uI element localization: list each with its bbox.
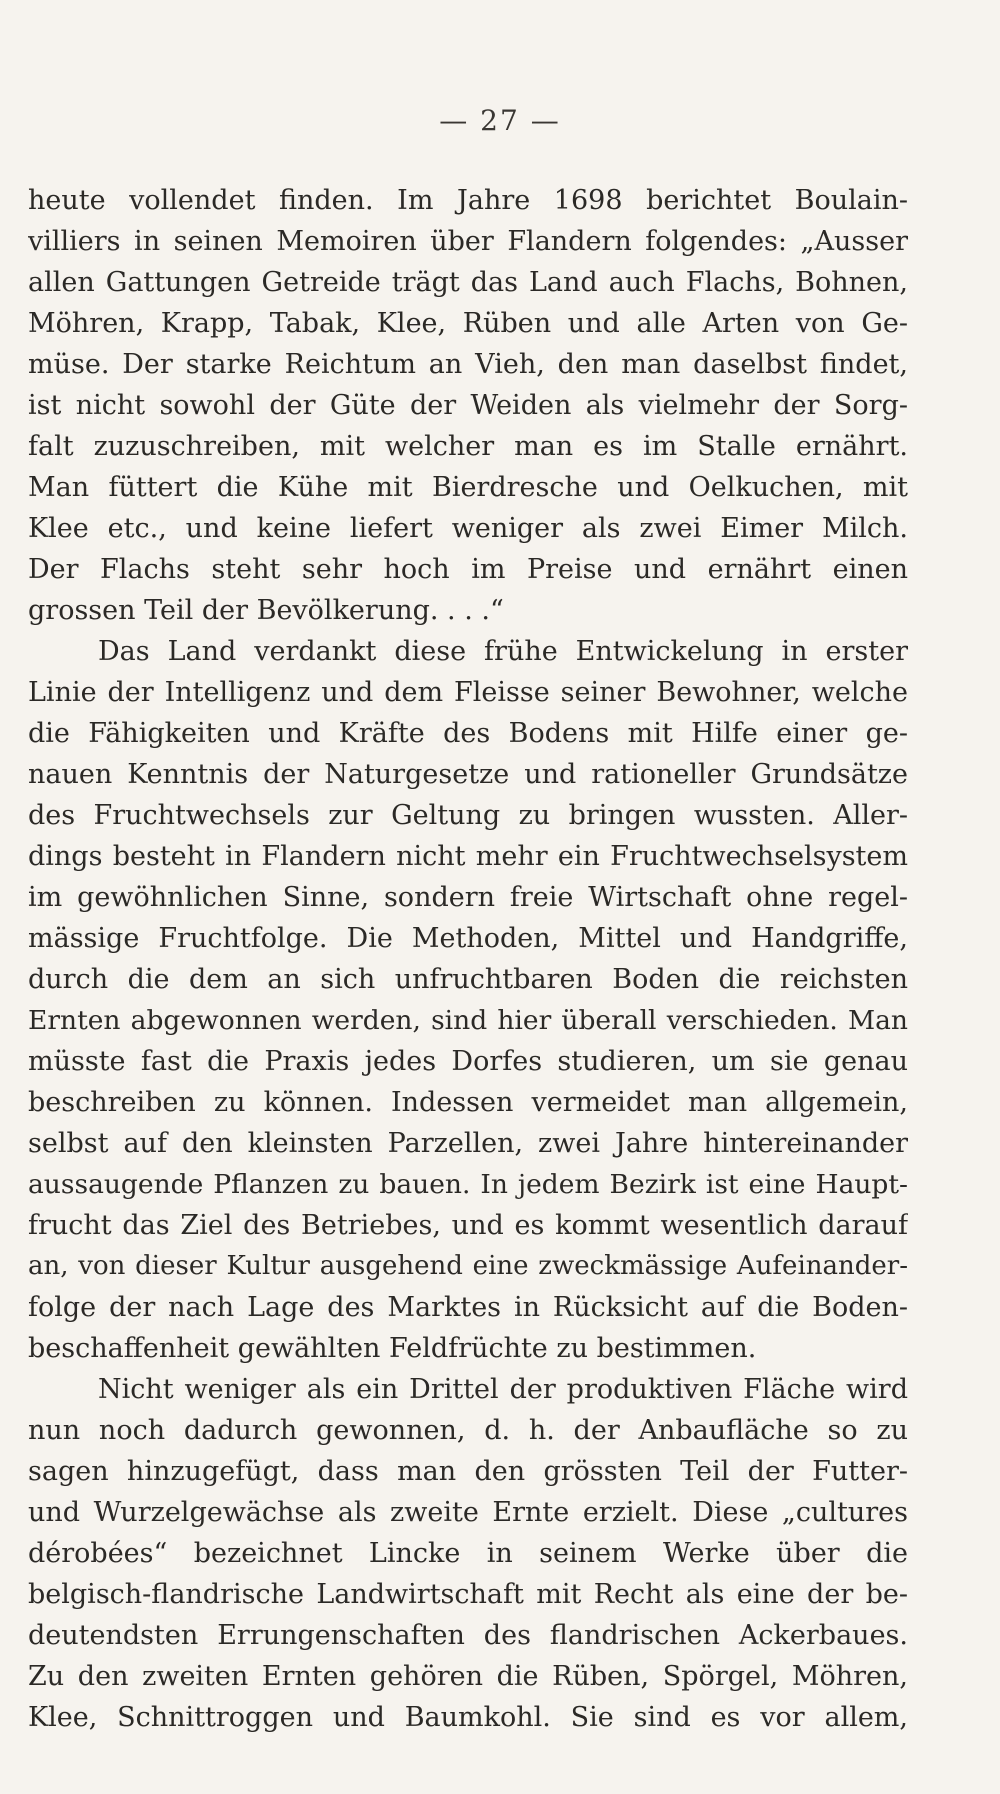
text-line: durch die dem an sich unfruchtbaren Boden die reichsten: [28, 964, 908, 995]
text-line: Das Land verdankt diese frühe Entwickelung in erster: [98, 636, 908, 667]
text-line: selbst auf den kleinsten Parzellen, zwei Jahre hintereinander: [28, 1128, 908, 1159]
text-line: dings besteht in Flandern nicht mehr ein Fruchtwechselsystem: [28, 841, 908, 872]
text-line: im gewöhnlichen Sinne, sondern freie Wirtschaft ohne regel-: [28, 882, 908, 913]
text-line: müse. Der starke Reichtum an Vieh, den man daselbst findet,: [28, 349, 908, 380]
text-line: des Fruchtwechsels zur Geltung zu bringen wussten. Aller-: [28, 800, 908, 831]
text-line: heute vollendet finden. Im Jahre 1698 berichtet Boulain-: [28, 185, 908, 216]
text-line: Man füttert die Kühe mit Bierdresche und Oelkuchen, mit: [28, 472, 908, 503]
text-line: Nicht weniger als ein Drittel der produktiven Fläche wird: [98, 1374, 908, 1405]
text-line: nun noch dadurch gewonnen, d. h. der Anbaufläche so zu: [28, 1415, 908, 1446]
text-line: ist nicht sowohl der Güte der Weiden als vielmehr der Sorg-: [28, 390, 908, 421]
text-line: beschreiben zu können. Indessen vermeidet man allgemein,: [28, 1087, 908, 1118]
text-line: aussaugende Pflanzen zu bauen. In jedem Bezirk ist eine Haupt-: [28, 1169, 908, 1200]
text-line: belgisch-flandrische Landwirtschaft mit Recht als eine der be-: [28, 1579, 908, 1610]
text-line: müsste fast die Praxis jedes Dorfes studieren, um sie genau: [28, 1046, 908, 1077]
text-line: Der Flachs steht sehr hoch im Preise und ernährt einen: [28, 554, 908, 585]
text-line: folge der nach Lage des Marktes in Rücksicht auf die Boden-: [28, 1292, 908, 1323]
text-line: die Fähigkeiten und Kräfte des Bodens mit Hilfe einer ge-: [28, 718, 908, 749]
text-line: beschaffenheit gewählten Feldfrüchte zu bestimmen.: [28, 1333, 757, 1364]
text-line: mässige Fruchtfolge. Die Methoden, Mittel und Handgriffe,: [28, 923, 908, 954]
text-line: Möhren, Krapp, Tabak, Klee, Rüben und alle Arten von Ge-: [28, 308, 908, 339]
text-line: grossen Teil der Bevölkerung. . . .“: [28, 595, 504, 626]
text-line: Linie der Intelligenz und dem Fleisse seiner Bewohner, welche: [28, 677, 908, 708]
page-number: — 27 —: [439, 104, 561, 137]
text-line: deutendsten Errungenschaften des flandrischen Ackerbaues.: [28, 1620, 908, 1651]
text-line: Ernten abgewonnen werden, sind hier überall verschieden. Man: [28, 1005, 908, 1036]
text-line: Klee etc., und keine liefert weniger als zwei Eimer Milch.: [28, 513, 908, 544]
text-line: frucht das Ziel des Betriebes, und es kommt wesentlich darauf: [28, 1210, 908, 1241]
text-line: Zu den zweiten Ernten gehören die Rüben, Spörgel, Möhren,: [28, 1661, 908, 1692]
text-line: sagen hinzugefügt, dass man den grössten Teil der Futter-: [28, 1456, 908, 1487]
text-line: falt zuzuschreiben, mit welcher man es im Stalle ernährt.: [28, 431, 908, 462]
body-text: [28, 180, 908, 1738]
text-line: allen Gattungen Getreide trägt das Land auch Flachs, Bohnen,: [28, 267, 908, 298]
text-line: dérobées“ bezeichnet Lincke in seinem Werke über die: [28, 1538, 908, 1569]
text-line: an, von dieser Kultur ausgehend eine zweckmässige Aufeinander-: [28, 1251, 908, 1281]
text-line: Klee, Schnittroggen und Baumkohl. Sie sind es vor allem,: [28, 1702, 908, 1733]
text-line: villiers in seinen Memoiren über Flandern folgendes: „Ausser: [28, 226, 908, 257]
text-line: und Wurzelgewächse als zweite Ernte erzielt. Diese „cultures: [28, 1497, 908, 1528]
text-line: nauen Kenntnis der Naturgesetze und rationeller Grundsätze: [28, 759, 908, 790]
